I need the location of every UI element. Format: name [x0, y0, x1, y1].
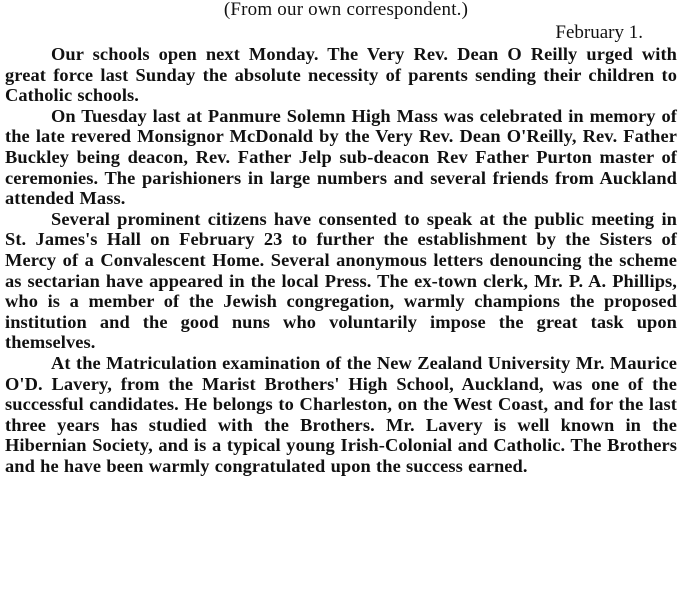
- paragraph-convalescent-home: Several prominent citizens have consented to speak at the public meeting in St. James's Hall on February 23 to further the establishment by the Sisters of Mercy of a Convalescent Home. Several anonymous letters denouncing the scheme as sectarian have appeared in the local Press. The ex-town clerk, Mr. P. A. Phillips, who is a member of the Jewish congregation, warmly champions the proposed institution and the good nuns who voluntarily impose the great task upon themselves.: [5, 208, 677, 353]
- paragraph-schools: Our schools open next Monday. The Very Rev. Dean O Reilly urged with great force last Sunday the absolute necessity of parents sending their children to Catholic schools.: [5, 44, 677, 106]
- paragraph-panmure-mass: On Tuesday last at Panmure Solemn High Mass was celebrated in memory of the late revered Monsignor McDonald by the Very Rev. Dean O'Reilly, Rev. Father Buckley being deacon, Rev. Father Jelp sub-deacon Rev Father Purton master of ceremonies. The parishioners in large numbers and several friends from Auckland attended Mass.: [5, 105, 677, 209]
- paragraph-matriculation: At the Matriculation examination of the New Zealand University Mr. Maurice O'D. Lavery, from the Marist Brothers' High School, Auckland, was one of the successful candidates. He belongs to Charleston, on the West Coast, and for the last three years has studied with the Brothers. Mr. Lavery is well known in the Hibernian Society, and is a typical young Irish-Colonial and Catholic. The Brothers and he have been warmly congratulated upon the success earned.: [5, 352, 677, 476]
- dateline: February 1.: [555, 22, 643, 43]
- news-article: [5, 0, 677, 476]
- byline: (From our own correspondent.): [223, 0, 469, 20]
